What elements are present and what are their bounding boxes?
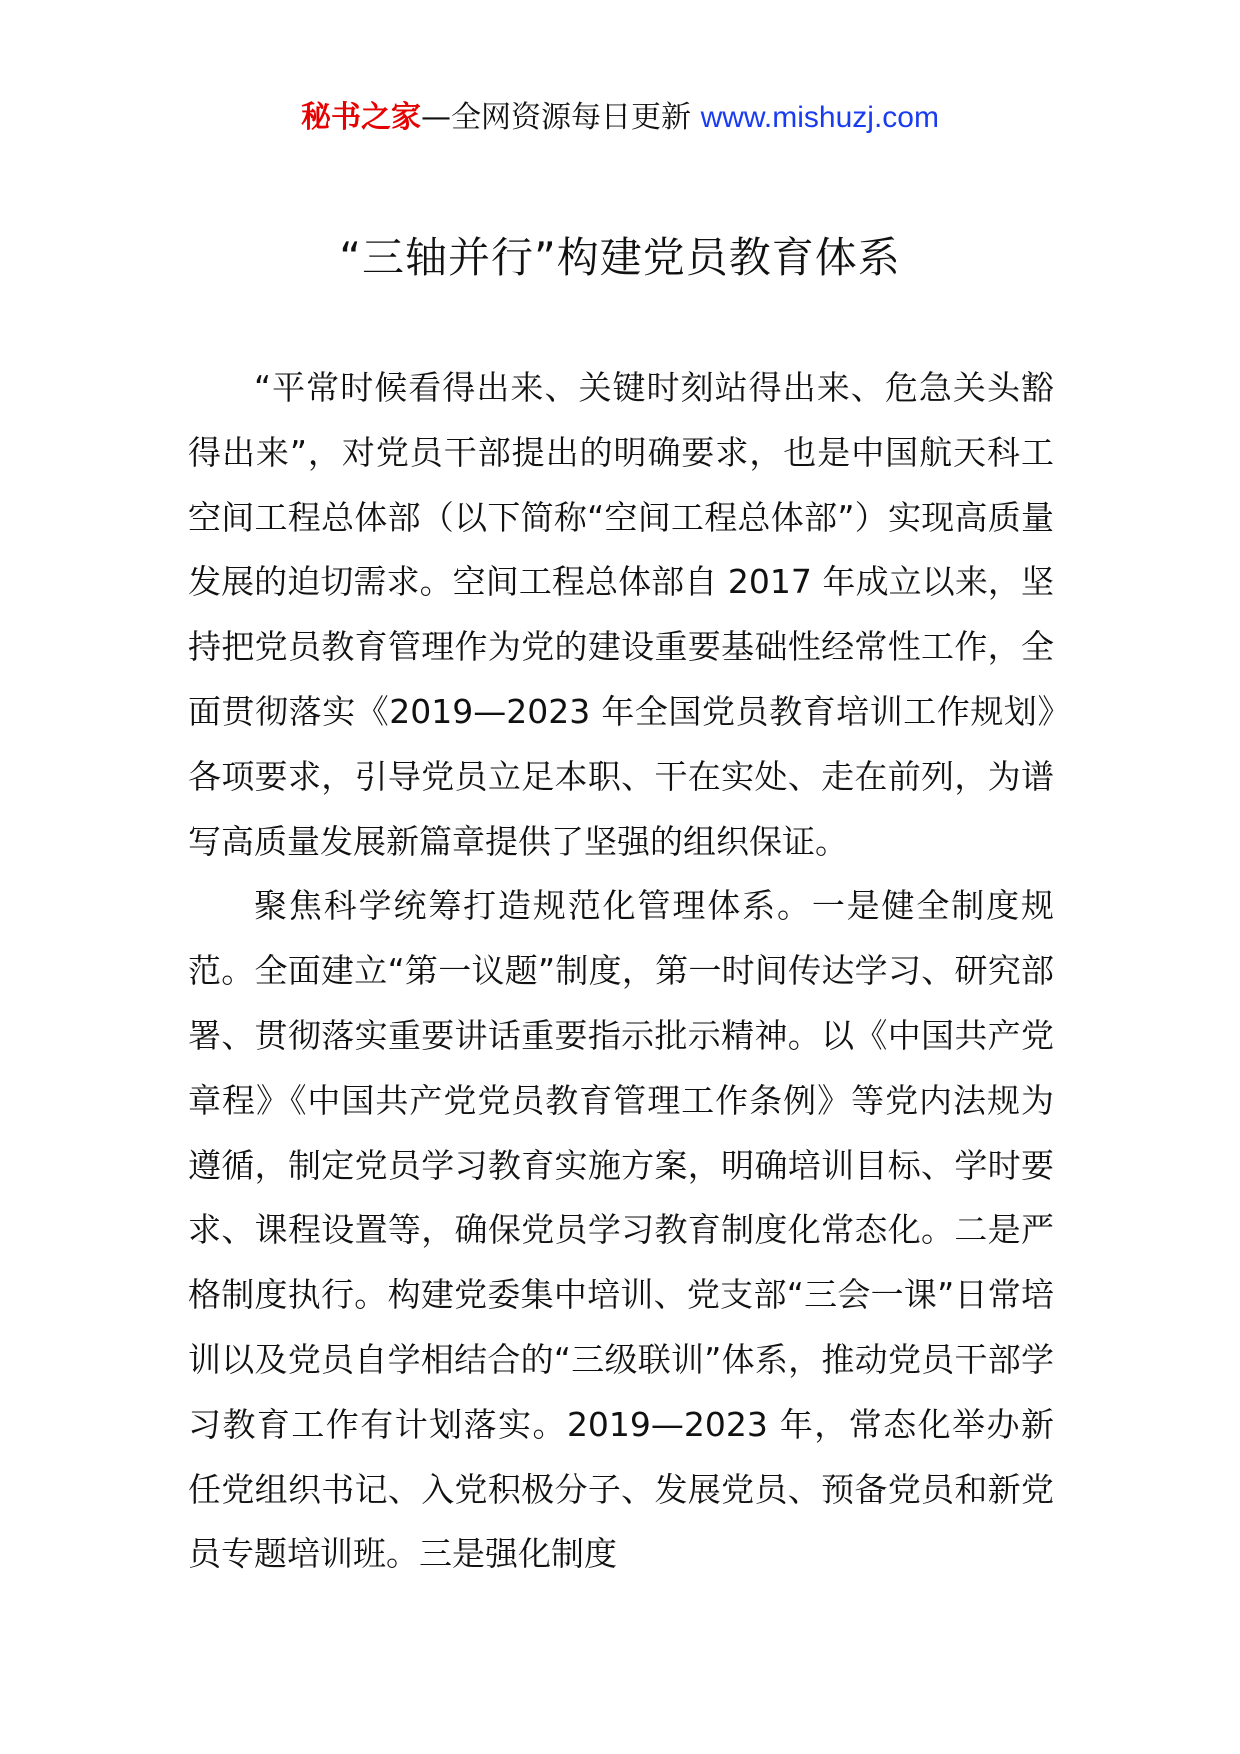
paragraph: 聚焦科学统筹打造规范化管理体系。一是健全制度规范。全面建立“第一议题”制度，第一时间传达学习、研究部署、贯彻落实重要讲话重要指示批示精神。以《中国共产党章程》《中国共产党党员教育管理工作条例》等党内法规为遵循，制定党员学习教育实施方案，明确培训目标、学时要求、课程设置等，确保党员学习教育制度化常态化。二是严格制度执行。构建党委集中培训、党支部“三会一课”日常培训以及党员自学相结合的“三级联训”体系，推动党员干部学习教育工作有计划落实。2019—2023 年，常态化举办新任党组织书记、入党积极分子、发展党员、预备党员和新党员专题培训班。三是强化制度: [188, 886, 1054, 1574]
paragraph: “平常时候看得出来、关键时刻站得出来、危急关头豁得出来”，对党员干部提出的明确要求，也是中国航天科工空间工程总体部（以下简称“空间工程总体部”）实现高质量发展的迫切需求。空间工程总体部自 2017 年成立以来，坚持把党员教育管理作为党的建设重要基础性经常性工作，全面贯彻落实《2019—2023 年全国党员教育培训工作规划》各项要求，引导党员立足本职、干在实处、走在前列，为谱写高质量发展新篇章提供了坚强的组织保证。: [188, 368, 1054, 861]
site-url-link[interactable]: www.mishuzj.com: [700, 101, 939, 134]
site-brand: 秘书之家: [301, 100, 422, 135]
document-title: “三轴并行”构建党员教育体系: [339, 233, 901, 282]
site-tagline: —全网资源每日更新: [421, 100, 692, 135]
site-header: [0, 98, 1240, 138]
document-body: [188, 356, 1054, 1587]
